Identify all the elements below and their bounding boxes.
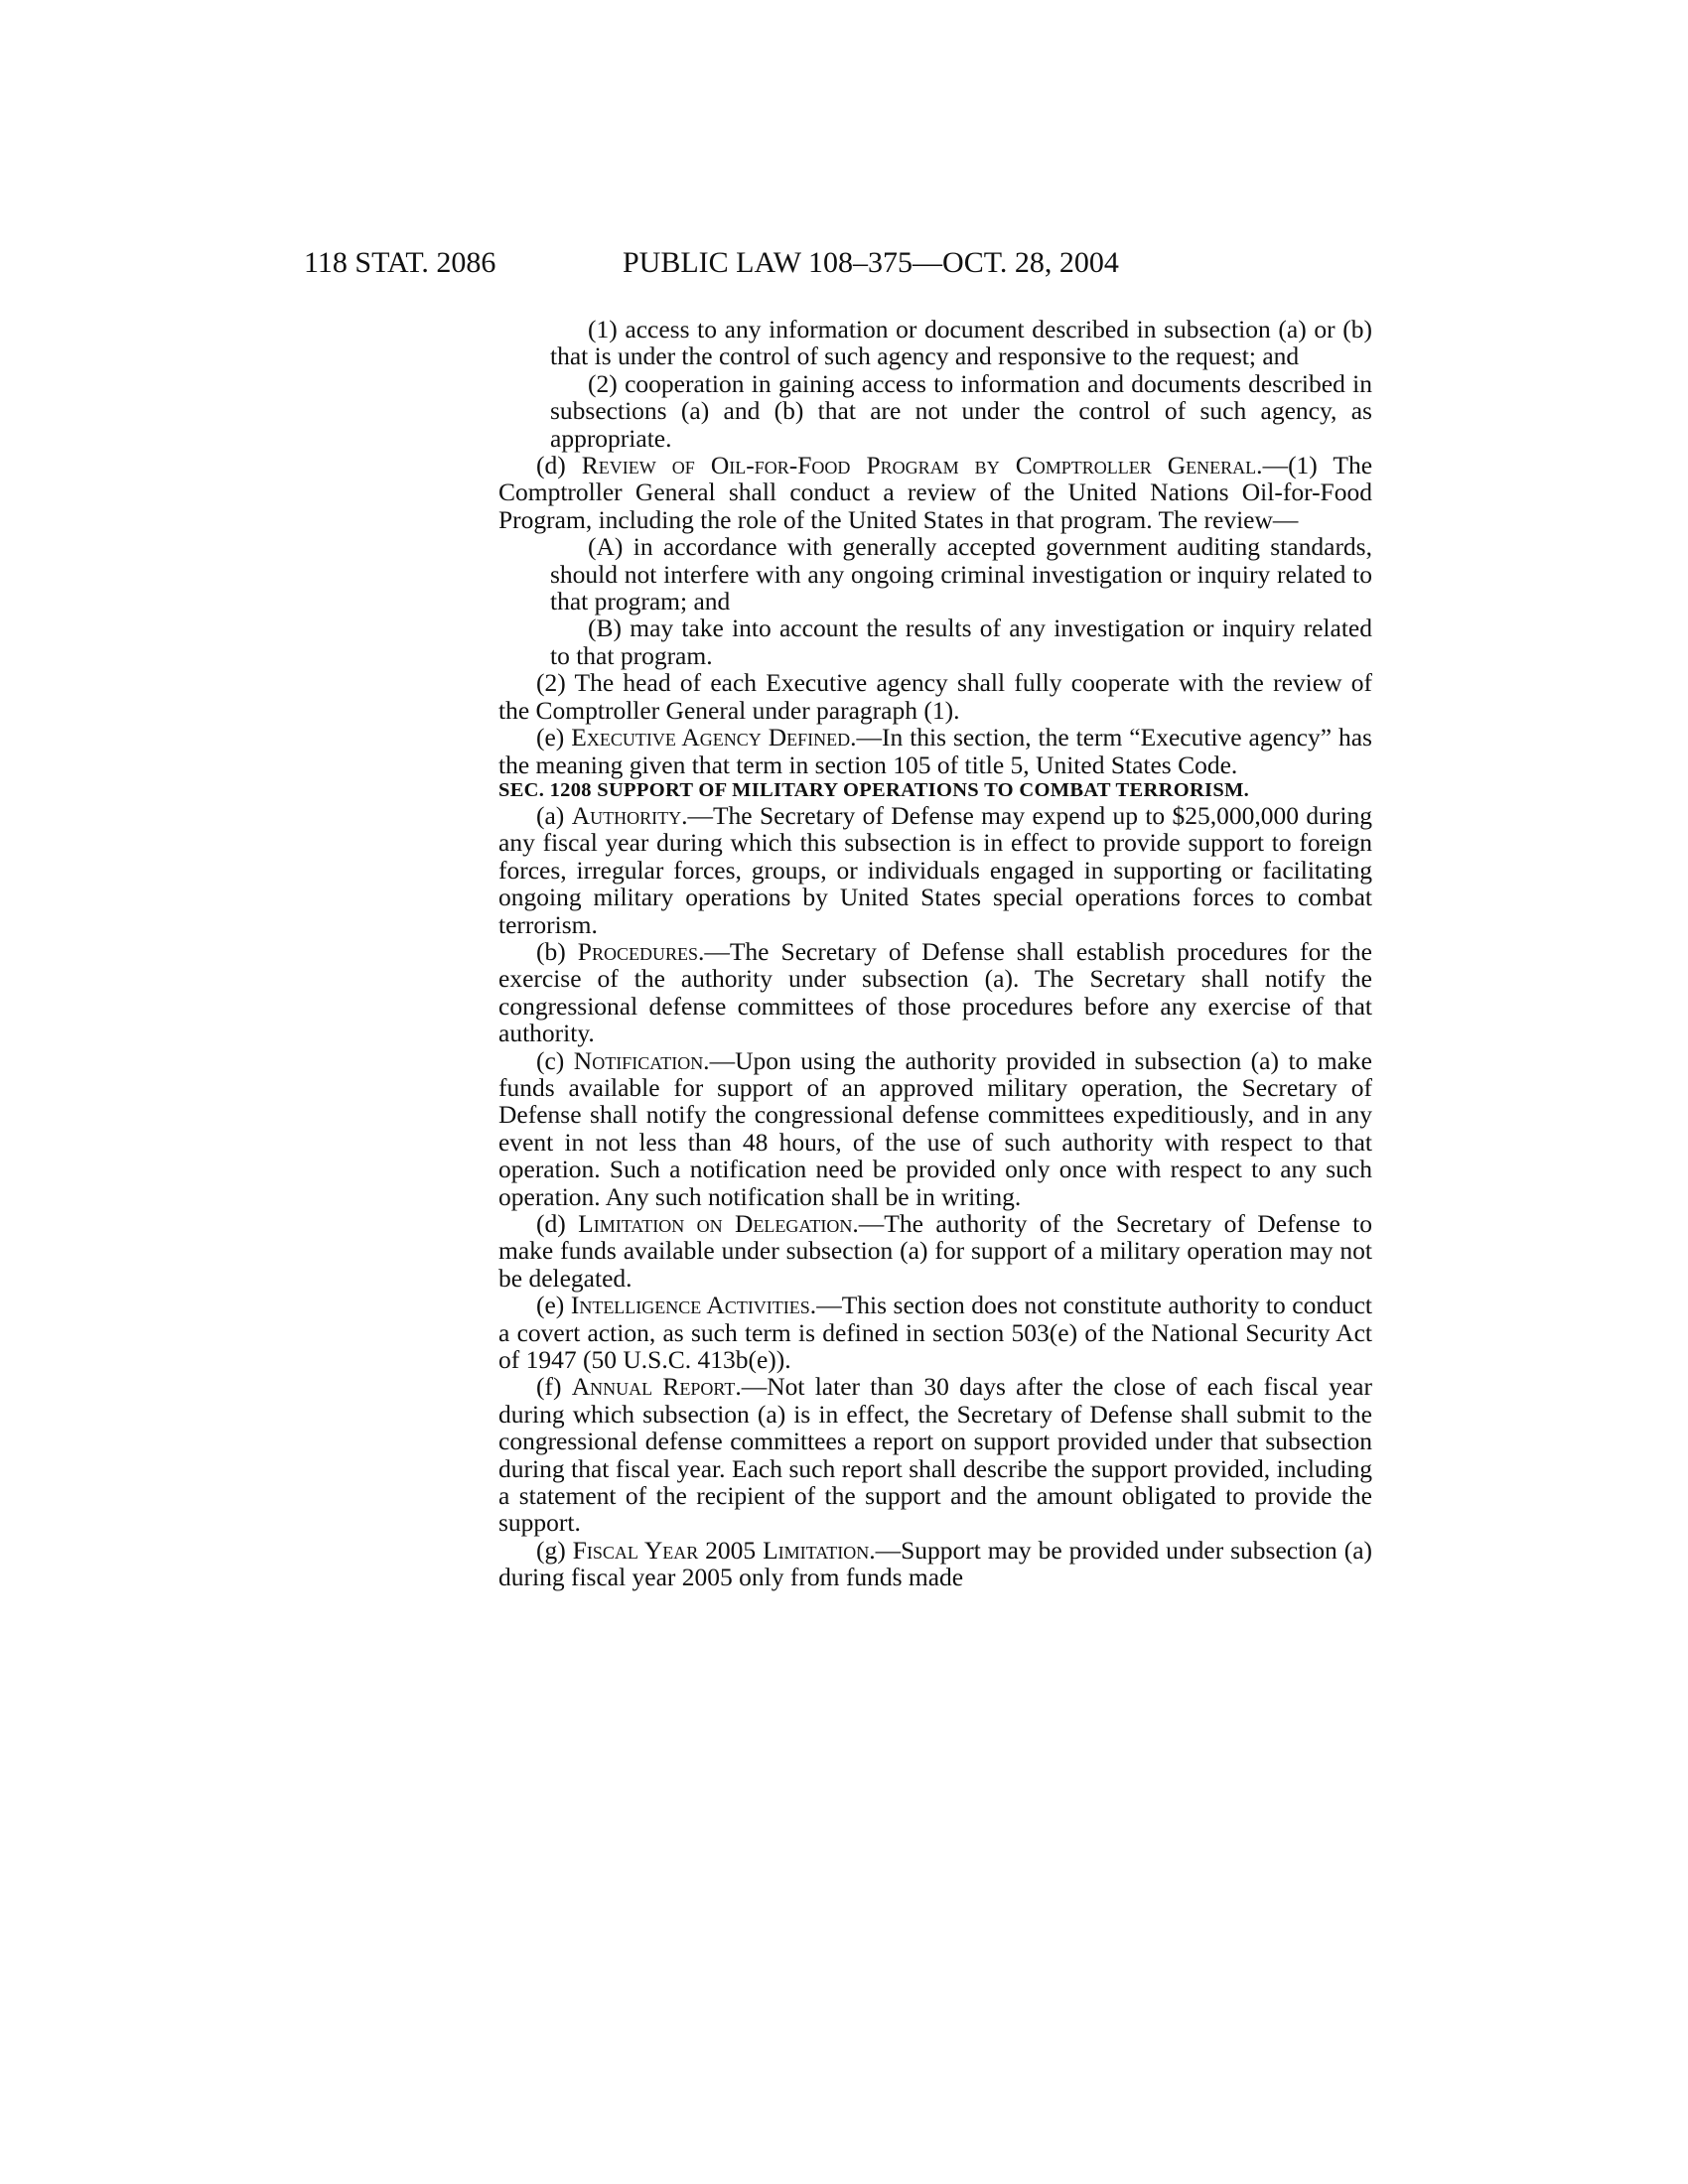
paragraph-d1-a: (A) in accordance with generally accepted government auditing standards, should not interfere with any ongoing criminal investigation or inquiry related to that program; and: [550, 532, 1372, 616]
subsection-heading: Fiscal Year 2005 Limitation.: [572, 1535, 876, 1565]
subsection-heading: Limitation on Delegation.: [578, 1209, 859, 1238]
section-paragraph-b: (b) Procedures.—The Secretary of Defense shall establish procedures for the exercise of the authority under subsection (a). The Secretary shall notify the congressional defense committees of those procedures before any exercise of that authority.: [498, 936, 1373, 1048]
paragraph-d2: (2) The head of each Executive agency shall fully cooperate with the review of the Comptroller General under paragraph (1).: [498, 668, 1372, 725]
section-paragraph-a: (a) Authority.—The Secretary of Defense may expend up to $25,000,000 during any fiscal year during which this subsection is in effect to provide support to foreign forces, irregular forces, groups, or individuals engaged in supporting or facilitating ongoing military operations by United States special operations forces to combat terrorism.: [498, 800, 1372, 939]
subsection-heading: Intelligence Activities.: [570, 1291, 817, 1320]
document-body: [498, 316, 1372, 1591]
paragraph-c1: (1) access to any information or document described in subsection (a) or (b) that is under the control of such agency and responsive to the request; and: [550, 315, 1372, 371]
subsection-heading: Notification.: [573, 1045, 710, 1075]
subsection-heading: Annual Report.: [571, 1372, 742, 1402]
section-paragraph-c: (c) Notification.—Upon using the authority provided in subsection (a) to make funds available for support of an approved military operation, the Secretary of Defense shall notify the congressional defense committees expeditiously, and in any event in not less than 48 hours, of the use of such authority with respect to that operation. Such a notification need be provided only once with respect to any such operation. Any such notification shall be in writing.: [498, 1045, 1372, 1211]
subsection-heading: Authority.: [571, 800, 688, 830]
subsection-heading: Procedures.: [577, 936, 705, 966]
subsection-heading: Executive Agency Defined.: [571, 723, 857, 752]
paragraph-d-review: (d) Review of Oil-for-Food Program by Comptroller General.—(1) The Comptroller General shall conduct a review of the United Nations Oil-for-Food Program, including the role of the United States in that program. The review—: [498, 451, 1373, 534]
paragraph-d1-b: (B) may take into account the results of any investigation or inquiry related to that program.: [550, 614, 1372, 670]
section-paragraph-d: (d) Limitation on Delegation.—The authority of the Secretary of Defense to make funds available under subsection (a) for support of a military operation may not be delegated.: [498, 1209, 1372, 1293]
statute-page-number: 118 STAT. 2086: [304, 246, 496, 279]
paragraph-e-definition: (e) Executive Agency Defined.—In this section, the term “Executive agency” has the meaning given that term in section 105 of title 5, United States Code.: [498, 723, 1372, 779]
section-paragraph-f: (f) Annual Report.—Not later than 30 days after the close of each fiscal year during which subsection (a) is in effect, the Secretary of Defense shall submit to the congressional defense committees a report on support provided under that subsection during that fiscal year. Each such report shall describe the support provided, including a statement of the recipient of the support and the amount obligated to provide the support.: [498, 1372, 1372, 1538]
running-header: [0, 246, 1688, 286]
subsection-heading: Review of Oil-for-Food Program by Comptroller General.: [581, 451, 1263, 480]
paragraph-c2: (2) cooperation in gaining access to information and documents described in subsections (a) and (b) that are not under the control of such agency, as appropriate.: [550, 368, 1372, 453]
public-law-citation: PUBLIC LAW 108–375—OCT. 28, 2004: [623, 246, 1119, 279]
section-paragraph-g: (g) Fiscal Year 2005 Limitation.—Support may be provided under subsection (a) during fiscal year 2005 only from funds made: [498, 1535, 1372, 1592]
section-heading: SEC. 1208 SUPPORT OF MILITARY OPERATIONS TO COMBAT TERRORISM.: [498, 778, 1250, 801]
section-paragraph-e: (e) Intelligence Activities.—This section does not constitute authority to conduct a covert action, as such term is defined in section 503(e) of the National Security Act of 1947 (50 U.S.C. 413b(e)).: [498, 1291, 1372, 1375]
